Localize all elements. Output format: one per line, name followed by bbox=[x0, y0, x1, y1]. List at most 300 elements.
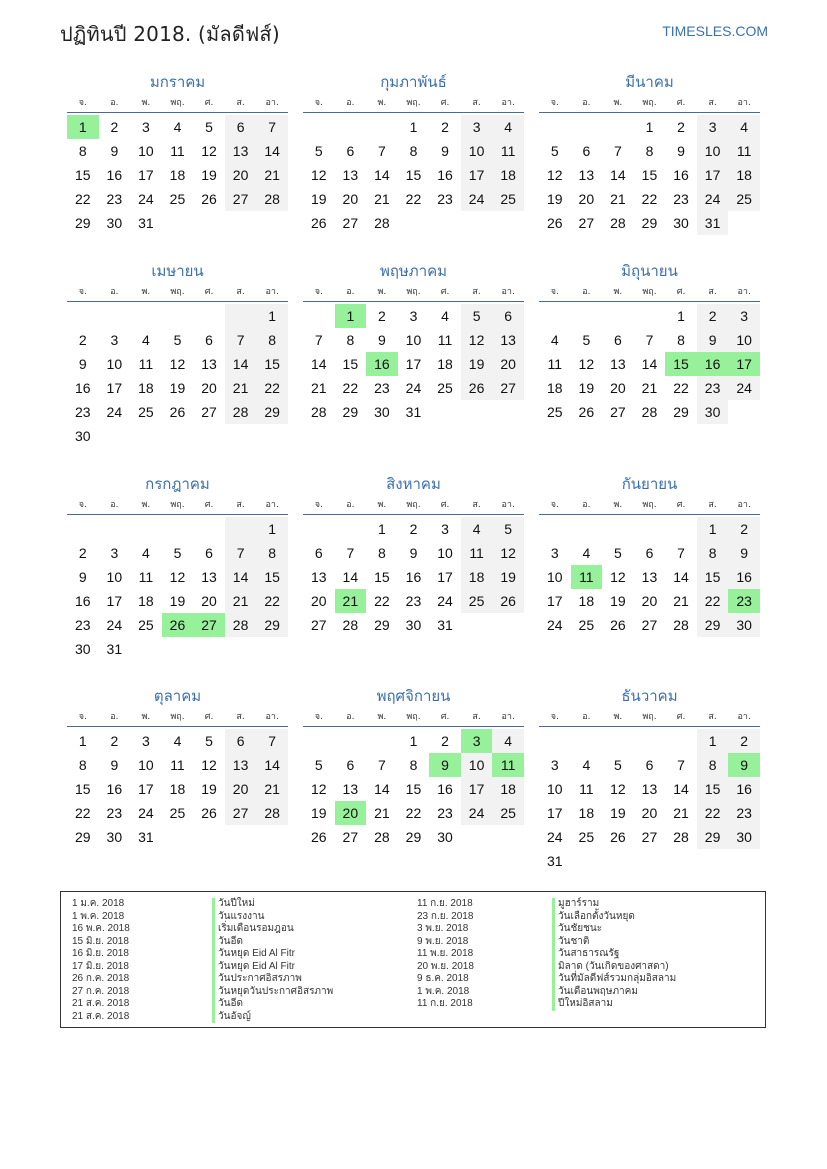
day-cell[interactable]: 3 bbox=[142, 119, 150, 135]
day-cell[interactable]: 1 bbox=[409, 733, 418, 749]
day-cell[interactable]: 3 bbox=[110, 545, 119, 561]
day-cell[interactable]: 27 bbox=[342, 829, 359, 845]
holiday-day-cell[interactable]: 11 bbox=[492, 753, 524, 777]
day-cell[interactable]: 19 bbox=[610, 805, 626, 821]
day-cell[interactable]: 14 bbox=[342, 569, 359, 585]
day-cell[interactable]: 12 bbox=[546, 167, 563, 183]
day-cell[interactable]: 7 bbox=[225, 328, 257, 352]
day-cell[interactable]: 30 bbox=[374, 404, 390, 420]
day-cell[interactable]: 29 bbox=[342, 404, 359, 420]
day-cell[interactable]: 4 bbox=[461, 517, 493, 541]
day-cell[interactable]: 11 bbox=[170, 757, 185, 773]
day-cell[interactable]: 31 bbox=[697, 211, 729, 235]
day-cell[interactable]: 23 bbox=[437, 805, 453, 821]
day-cell[interactable]: 26 bbox=[201, 805, 217, 821]
day-cell[interactable]: 27 bbox=[342, 215, 359, 231]
day-cell[interactable]: 2 bbox=[441, 733, 449, 749]
day-cell[interactable]: 2 bbox=[78, 332, 87, 348]
day-cell[interactable]: 24 bbox=[106, 404, 123, 420]
day-cell[interactable]: 30 bbox=[728, 825, 760, 849]
day-cell[interactable]: 21 bbox=[641, 380, 658, 396]
day-cell[interactable]: 17 bbox=[138, 781, 154, 797]
day-cell[interactable]: 26 bbox=[492, 589, 524, 613]
holiday-day-cell[interactable]: 3 bbox=[461, 729, 493, 753]
day-cell[interactable]: 12 bbox=[310, 167, 327, 183]
day-cell[interactable]: 2 bbox=[110, 119, 119, 135]
holiday-day-cell[interactable]: 16 bbox=[366, 352, 398, 376]
day-cell[interactable]: 17 bbox=[546, 593, 563, 609]
day-cell[interactable]: 10 bbox=[546, 569, 563, 585]
day-cell[interactable]: 19 bbox=[201, 781, 217, 797]
day-cell[interactable]: 10 bbox=[106, 569, 123, 585]
day-cell[interactable]: 1 bbox=[78, 733, 87, 749]
day-cell[interactable]: 20 bbox=[610, 380, 626, 396]
day-cell[interactable]: 15 bbox=[374, 569, 390, 585]
day-cell[interactable]: 16 bbox=[106, 167, 123, 183]
day-cell[interactable]: 4 bbox=[492, 729, 524, 753]
day-cell[interactable]: 25 bbox=[138, 404, 154, 420]
day-cell[interactable]: 3 bbox=[550, 545, 559, 561]
day-cell[interactable]: 23 bbox=[106, 805, 123, 821]
day-cell[interactable]: 22 bbox=[342, 380, 359, 396]
holiday-day-cell[interactable]: 17 bbox=[728, 352, 760, 376]
day-cell[interactable]: 9 bbox=[110, 143, 119, 159]
day-cell[interactable]: 21 bbox=[310, 380, 327, 396]
day-cell[interactable]: 15 bbox=[405, 167, 422, 183]
day-cell[interactable]: 9 bbox=[728, 541, 760, 565]
day-cell[interactable]: 13 bbox=[201, 569, 217, 585]
day-cell[interactable]: 18 bbox=[138, 380, 154, 396]
day-cell[interactable]: 29 bbox=[405, 829, 422, 845]
day-cell[interactable]: 12 bbox=[169, 356, 186, 372]
day-cell[interactable]: 17 bbox=[461, 777, 493, 801]
day-cell[interactable]: 8 bbox=[697, 541, 729, 565]
day-cell[interactable]: 21 bbox=[610, 191, 626, 207]
day-cell[interactable]: 28 bbox=[673, 829, 689, 845]
day-cell[interactable]: 3 bbox=[409, 308, 418, 324]
day-cell[interactable]: 7 bbox=[378, 143, 386, 159]
day-cell[interactable]: 3 bbox=[142, 733, 150, 749]
day-cell[interactable]: 15 bbox=[641, 167, 658, 183]
day-cell[interactable]: 19 bbox=[169, 380, 186, 396]
day-cell[interactable]: 12 bbox=[578, 356, 595, 372]
day-cell[interactable]: 10 bbox=[697, 139, 729, 163]
day-cell[interactable]: 23 bbox=[74, 617, 91, 633]
day-cell[interactable]: 25 bbox=[437, 380, 453, 396]
day-cell[interactable]: 1 bbox=[409, 119, 418, 135]
day-cell[interactable]: 19 bbox=[610, 593, 626, 609]
day-cell[interactable]: 22 bbox=[405, 191, 422, 207]
day-cell[interactable]: 14 bbox=[225, 352, 257, 376]
day-cell[interactable]: 14 bbox=[256, 139, 288, 163]
day-cell[interactable]: 25 bbox=[169, 805, 186, 821]
day-cell[interactable]: 12 bbox=[610, 569, 626, 585]
day-cell[interactable]: 21 bbox=[225, 376, 257, 400]
day-cell[interactable]: 14 bbox=[374, 167, 390, 183]
day-cell[interactable]: 21 bbox=[374, 191, 390, 207]
day-cell[interactable]: 19 bbox=[310, 191, 327, 207]
day-cell[interactable]: 13 bbox=[225, 139, 257, 163]
day-cell[interactable]: 18 bbox=[169, 781, 186, 797]
day-cell[interactable]: 7 bbox=[225, 541, 257, 565]
day-cell[interactable]: 11 bbox=[492, 139, 524, 163]
day-cell[interactable]: 14 bbox=[673, 569, 689, 585]
day-cell[interactable]: 6 bbox=[314, 545, 323, 561]
day-cell[interactable]: 31 bbox=[138, 829, 154, 845]
day-cell[interactable]: 25 bbox=[461, 589, 493, 613]
day-cell[interactable]: 10 bbox=[728, 328, 760, 352]
day-cell[interactable]: 22 bbox=[405, 805, 422, 821]
day-cell[interactable]: 12 bbox=[492, 541, 524, 565]
day-cell[interactable]: 29 bbox=[641, 215, 658, 231]
day-cell[interactable]: 10 bbox=[461, 139, 493, 163]
day-cell[interactable]: 21 bbox=[673, 593, 689, 609]
day-cell[interactable]: 6 bbox=[346, 757, 355, 773]
day-cell[interactable]: 30 bbox=[673, 215, 689, 231]
day-cell[interactable]: 7 bbox=[346, 545, 355, 561]
day-cell[interactable]: 15 bbox=[697, 565, 729, 589]
day-cell[interactable]: 15 bbox=[74, 781, 91, 797]
day-cell[interactable]: 28 bbox=[310, 404, 327, 420]
day-cell[interactable]: 24 bbox=[461, 187, 493, 211]
day-cell[interactable]: 2 bbox=[697, 304, 729, 328]
day-cell[interactable]: 8 bbox=[677, 332, 685, 348]
day-cell[interactable]: 25 bbox=[578, 829, 595, 845]
day-cell[interactable]: 29 bbox=[74, 215, 91, 231]
day-cell[interactable]: 20 bbox=[492, 352, 524, 376]
day-cell[interactable]: 5 bbox=[614, 545, 622, 561]
day-cell[interactable]: 17 bbox=[106, 380, 123, 396]
day-cell[interactable]: 26 bbox=[310, 829, 327, 845]
day-cell[interactable]: 2 bbox=[728, 517, 760, 541]
holiday-day-cell[interactable]: 1 bbox=[335, 304, 367, 328]
day-cell[interactable]: 14 bbox=[673, 781, 689, 797]
day-cell[interactable]: 1 bbox=[697, 517, 729, 541]
day-cell[interactable]: 16 bbox=[437, 167, 453, 183]
day-cell[interactable]: 17 bbox=[106, 593, 123, 609]
day-cell[interactable]: 13 bbox=[201, 356, 217, 372]
day-cell[interactable]: 1 bbox=[677, 308, 685, 324]
day-cell[interactable]: 17 bbox=[697, 163, 729, 187]
day-cell[interactable]: 13 bbox=[610, 356, 626, 372]
day-cell[interactable]: 4 bbox=[142, 545, 150, 561]
day-cell[interactable]: 28 bbox=[256, 801, 288, 825]
day-cell[interactable]: 22 bbox=[697, 801, 729, 825]
day-cell[interactable]: 4 bbox=[550, 332, 559, 348]
day-cell[interactable]: 8 bbox=[409, 757, 418, 773]
day-cell[interactable]: 28 bbox=[342, 617, 359, 633]
day-cell[interactable]: 3 bbox=[550, 757, 559, 773]
day-cell[interactable]: 25 bbox=[169, 191, 186, 207]
day-cell[interactable]: 7 bbox=[256, 729, 288, 753]
day-cell[interactable]: 1 bbox=[256, 304, 288, 328]
holiday-day-cell[interactable]: 9 bbox=[429, 753, 461, 777]
holiday-day-cell[interactable]: 15 bbox=[665, 352, 697, 376]
day-cell[interactable]: 4 bbox=[142, 332, 150, 348]
day-cell[interactable]: 5 bbox=[314, 757, 323, 773]
day-cell[interactable]: 18 bbox=[492, 163, 524, 187]
day-cell[interactable]: 5 bbox=[492, 517, 524, 541]
day-cell[interactable]: 28 bbox=[673, 617, 689, 633]
day-cell[interactable]: 29 bbox=[374, 617, 390, 633]
day-cell[interactable]: 7 bbox=[614, 143, 622, 159]
day-cell[interactable]: 28 bbox=[374, 215, 390, 231]
day-cell[interactable]: 19 bbox=[546, 191, 563, 207]
day-cell[interactable]: 29 bbox=[74, 829, 91, 845]
day-cell[interactable]: 4 bbox=[492, 115, 524, 139]
day-cell[interactable]: 29 bbox=[256, 400, 288, 424]
day-cell[interactable]: 13 bbox=[492, 328, 524, 352]
day-cell[interactable]: 24 bbox=[546, 829, 563, 845]
day-cell[interactable]: 22 bbox=[74, 191, 91, 207]
day-cell[interactable]: 16 bbox=[74, 380, 91, 396]
day-cell[interactable]: 2 bbox=[378, 308, 386, 324]
day-cell[interactable]: 26 bbox=[610, 829, 626, 845]
day-cell[interactable]: 21 bbox=[673, 805, 689, 821]
day-cell[interactable]: 7 bbox=[314, 332, 323, 348]
day-cell[interactable]: 3 bbox=[461, 115, 493, 139]
holiday-day-cell[interactable]: 21 bbox=[335, 589, 367, 613]
day-cell[interactable]: 11 bbox=[170, 143, 185, 159]
day-cell[interactable]: 2 bbox=[110, 733, 119, 749]
day-cell[interactable]: 11 bbox=[579, 781, 594, 797]
day-cell[interactable]: 12 bbox=[201, 757, 217, 773]
day-cell[interactable]: 8 bbox=[256, 541, 288, 565]
day-cell[interactable]: 7 bbox=[677, 545, 685, 561]
day-cell[interactable]: 9 bbox=[441, 143, 449, 159]
day-cell[interactable]: 15 bbox=[697, 777, 729, 801]
day-cell[interactable]: 30 bbox=[106, 829, 123, 845]
holiday-day-cell[interactable]: 1 bbox=[67, 115, 99, 139]
day-cell[interactable]: 6 bbox=[346, 143, 355, 159]
day-cell[interactable]: 18 bbox=[492, 777, 524, 801]
day-cell[interactable]: 16 bbox=[673, 167, 689, 183]
day-cell[interactable]: 11 bbox=[138, 569, 154, 585]
day-cell[interactable]: 14 bbox=[256, 753, 288, 777]
day-cell[interactable]: 23 bbox=[728, 801, 760, 825]
day-cell[interactable]: 13 bbox=[641, 569, 658, 585]
day-cell[interactable]: 28 bbox=[641, 404, 658, 420]
day-cell[interactable]: 27 bbox=[225, 801, 257, 825]
day-cell[interactable]: 2 bbox=[409, 521, 418, 537]
holiday-day-cell[interactable]: 16 bbox=[697, 352, 729, 376]
day-cell[interactable]: 19 bbox=[492, 565, 524, 589]
day-cell[interactable]: 22 bbox=[256, 589, 288, 613]
day-cell[interactable]: 16 bbox=[728, 565, 760, 589]
day-cell[interactable]: 24 bbox=[546, 617, 563, 633]
day-cell[interactable]: 26 bbox=[610, 617, 626, 633]
day-cell[interactable]: 7 bbox=[256, 115, 288, 139]
day-cell[interactable]: 31 bbox=[546, 853, 563, 869]
day-cell[interactable]: 19 bbox=[461, 352, 493, 376]
day-cell[interactable]: 29 bbox=[673, 404, 689, 420]
day-cell[interactable]: 25 bbox=[546, 404, 563, 420]
day-cell[interactable]: 3 bbox=[697, 115, 729, 139]
day-cell[interactable]: 12 bbox=[310, 781, 327, 797]
day-cell[interactable]: 27 bbox=[310, 617, 327, 633]
day-cell[interactable]: 31 bbox=[138, 215, 154, 231]
day-cell[interactable]: 6 bbox=[582, 143, 591, 159]
day-cell[interactable]: 27 bbox=[641, 829, 658, 845]
day-cell[interactable]: 10 bbox=[437, 545, 453, 561]
day-cell[interactable]: 8 bbox=[256, 328, 288, 352]
day-cell[interactable]: 21 bbox=[256, 163, 288, 187]
day-cell[interactable]: 16 bbox=[74, 593, 91, 609]
day-cell[interactable]: 17 bbox=[461, 163, 493, 187]
holiday-day-cell[interactable]: 20 bbox=[335, 801, 367, 825]
day-cell[interactable]: 24 bbox=[461, 801, 493, 825]
day-cell[interactable]: 8 bbox=[78, 143, 87, 159]
day-cell[interactable]: 15 bbox=[342, 356, 359, 372]
day-cell[interactable]: 2 bbox=[78, 545, 87, 561]
day-cell[interactable]: 27 bbox=[641, 617, 658, 633]
holiday-day-cell[interactable]: 9 bbox=[728, 753, 760, 777]
day-cell[interactable]: 20 bbox=[225, 777, 257, 801]
day-cell[interactable]: 14 bbox=[641, 356, 658, 372]
day-cell[interactable]: 23 bbox=[374, 380, 390, 396]
day-cell[interactable]: 26 bbox=[310, 215, 327, 231]
day-cell[interactable]: 23 bbox=[74, 404, 91, 420]
day-cell[interactable]: 5 bbox=[173, 545, 182, 561]
day-cell[interactable]: 2 bbox=[728, 729, 760, 753]
day-cell[interactable]: 5 bbox=[582, 332, 591, 348]
day-cell[interactable]: 11 bbox=[728, 139, 760, 163]
day-cell[interactable]: 18 bbox=[437, 356, 453, 372]
day-cell[interactable]: 19 bbox=[578, 380, 595, 396]
day-cell[interactable]: 23 bbox=[405, 593, 422, 609]
day-cell[interactable]: 4 bbox=[441, 308, 449, 324]
day-cell[interactable]: 4 bbox=[173, 733, 182, 749]
day-cell[interactable]: 17 bbox=[138, 167, 154, 183]
day-cell[interactable]: 8 bbox=[78, 757, 87, 773]
day-cell[interactable]: 6 bbox=[614, 332, 622, 348]
day-cell[interactable]: 23 bbox=[106, 191, 123, 207]
day-cell[interactable]: 16 bbox=[106, 781, 123, 797]
day-cell[interactable]: 20 bbox=[342, 191, 359, 207]
day-cell[interactable]: 30 bbox=[437, 829, 453, 845]
day-cell[interactable]: 28 bbox=[225, 613, 257, 637]
day-cell[interactable]: 25 bbox=[578, 617, 595, 633]
day-cell[interactable]: 28 bbox=[225, 400, 257, 424]
day-cell[interactable]: 24 bbox=[138, 805, 154, 821]
holiday-day-cell[interactable]: 26 bbox=[162, 613, 194, 637]
day-cell[interactable]: 3 bbox=[441, 521, 449, 537]
day-cell[interactable]: 21 bbox=[256, 777, 288, 801]
holiday-day-cell[interactable]: 23 bbox=[728, 589, 760, 613]
day-cell[interactable]: 5 bbox=[173, 332, 182, 348]
day-cell[interactable]: 20 bbox=[225, 163, 257, 187]
day-cell[interactable]: 15 bbox=[256, 352, 288, 376]
day-cell[interactable]: 14 bbox=[225, 565, 257, 589]
day-cell[interactable]: 18 bbox=[546, 380, 563, 396]
day-cell[interactable]: 10 bbox=[138, 143, 154, 159]
day-cell[interactable]: 16 bbox=[437, 781, 453, 797]
day-cell[interactable]: 28 bbox=[610, 215, 626, 231]
day-cell[interactable]: 18 bbox=[169, 167, 186, 183]
day-cell[interactable]: 24 bbox=[437, 593, 453, 609]
day-cell[interactable]: 30 bbox=[74, 641, 91, 657]
day-cell[interactable]: 23 bbox=[437, 191, 453, 207]
day-cell[interactable]: 31 bbox=[106, 641, 123, 657]
day-cell[interactable]: 15 bbox=[256, 565, 288, 589]
day-cell[interactable]: 15 bbox=[405, 781, 422, 797]
day-cell[interactable]: 20 bbox=[641, 805, 658, 821]
day-cell[interactable]: 19 bbox=[169, 593, 186, 609]
day-cell[interactable]: 20 bbox=[310, 593, 327, 609]
day-cell[interactable]: 10 bbox=[405, 332, 422, 348]
day-cell[interactable]: 31 bbox=[437, 617, 453, 633]
day-cell[interactable]: 4 bbox=[728, 115, 760, 139]
day-cell[interactable]: 6 bbox=[225, 115, 257, 139]
day-cell[interactable]: 21 bbox=[374, 805, 390, 821]
day-cell[interactable]: 20 bbox=[641, 593, 658, 609]
day-cell[interactable]: 31 bbox=[405, 404, 422, 420]
day-cell[interactable]: 23 bbox=[673, 191, 689, 207]
day-cell[interactable]: 9 bbox=[78, 356, 87, 372]
day-cell[interactable]: 17 bbox=[546, 805, 563, 821]
day-cell[interactable]: 12 bbox=[201, 143, 217, 159]
day-cell[interactable]: 12 bbox=[610, 781, 626, 797]
day-cell[interactable]: 10 bbox=[461, 753, 493, 777]
day-cell[interactable]: 24 bbox=[728, 376, 760, 400]
day-cell[interactable]: 8 bbox=[645, 143, 654, 159]
day-cell[interactable]: 25 bbox=[728, 187, 760, 211]
day-cell[interactable]: 28 bbox=[374, 829, 390, 845]
site-link[interactable]: TIMESLES.COM bbox=[662, 23, 768, 39]
day-cell[interactable]: 13 bbox=[225, 753, 257, 777]
day-cell[interactable]: 4 bbox=[582, 757, 591, 773]
day-cell[interactable]: 9 bbox=[409, 545, 418, 561]
day-cell[interactable]: 21 bbox=[225, 589, 257, 613]
day-cell[interactable]: 30 bbox=[728, 613, 760, 637]
day-cell[interactable]: 28 bbox=[256, 187, 288, 211]
day-cell[interactable]: 16 bbox=[728, 777, 760, 801]
day-cell[interactable]: 8 bbox=[409, 143, 418, 159]
day-cell[interactable]: 18 bbox=[461, 565, 493, 589]
day-cell[interactable]: 5 bbox=[205, 119, 213, 135]
day-cell[interactable]: 24 bbox=[138, 191, 154, 207]
day-cell[interactable]: 8 bbox=[697, 753, 729, 777]
day-cell[interactable]: 9 bbox=[697, 328, 729, 352]
day-cell[interactable]: 1 bbox=[697, 729, 729, 753]
day-cell[interactable]: 30 bbox=[405, 617, 422, 633]
day-cell[interactable]: 22 bbox=[74, 805, 91, 821]
day-cell[interactable]: 26 bbox=[201, 191, 217, 207]
day-cell[interactable]: 9 bbox=[110, 757, 119, 773]
holiday-day-cell[interactable]: 27 bbox=[193, 613, 225, 637]
day-cell[interactable]: 20 bbox=[201, 593, 217, 609]
day-cell[interactable]: 6 bbox=[645, 545, 654, 561]
day-cell[interactable]: 7 bbox=[378, 757, 386, 773]
day-cell[interactable]: 29 bbox=[256, 613, 288, 637]
day-cell[interactable]: 26 bbox=[578, 404, 595, 420]
day-cell[interactable]: 11 bbox=[437, 332, 453, 348]
day-cell[interactable]: 17 bbox=[437, 569, 453, 585]
day-cell[interactable]: 18 bbox=[728, 163, 760, 187]
holiday-day-cell[interactable]: 11 bbox=[571, 565, 603, 589]
day-cell[interactable]: 30 bbox=[106, 215, 123, 231]
day-cell[interactable]: 10 bbox=[106, 356, 123, 372]
day-cell[interactable]: 4 bbox=[582, 545, 591, 561]
day-cell[interactable]: 14 bbox=[374, 781, 390, 797]
day-cell[interactable]: 24 bbox=[405, 380, 422, 396]
day-cell[interactable]: 12 bbox=[169, 569, 186, 585]
day-cell[interactable]: 3 bbox=[728, 304, 760, 328]
day-cell[interactable]: 13 bbox=[578, 167, 595, 183]
day-cell[interactable]: 14 bbox=[610, 167, 626, 183]
day-cell[interactable]: 8 bbox=[346, 332, 355, 348]
day-cell[interactable]: 20 bbox=[201, 380, 217, 396]
